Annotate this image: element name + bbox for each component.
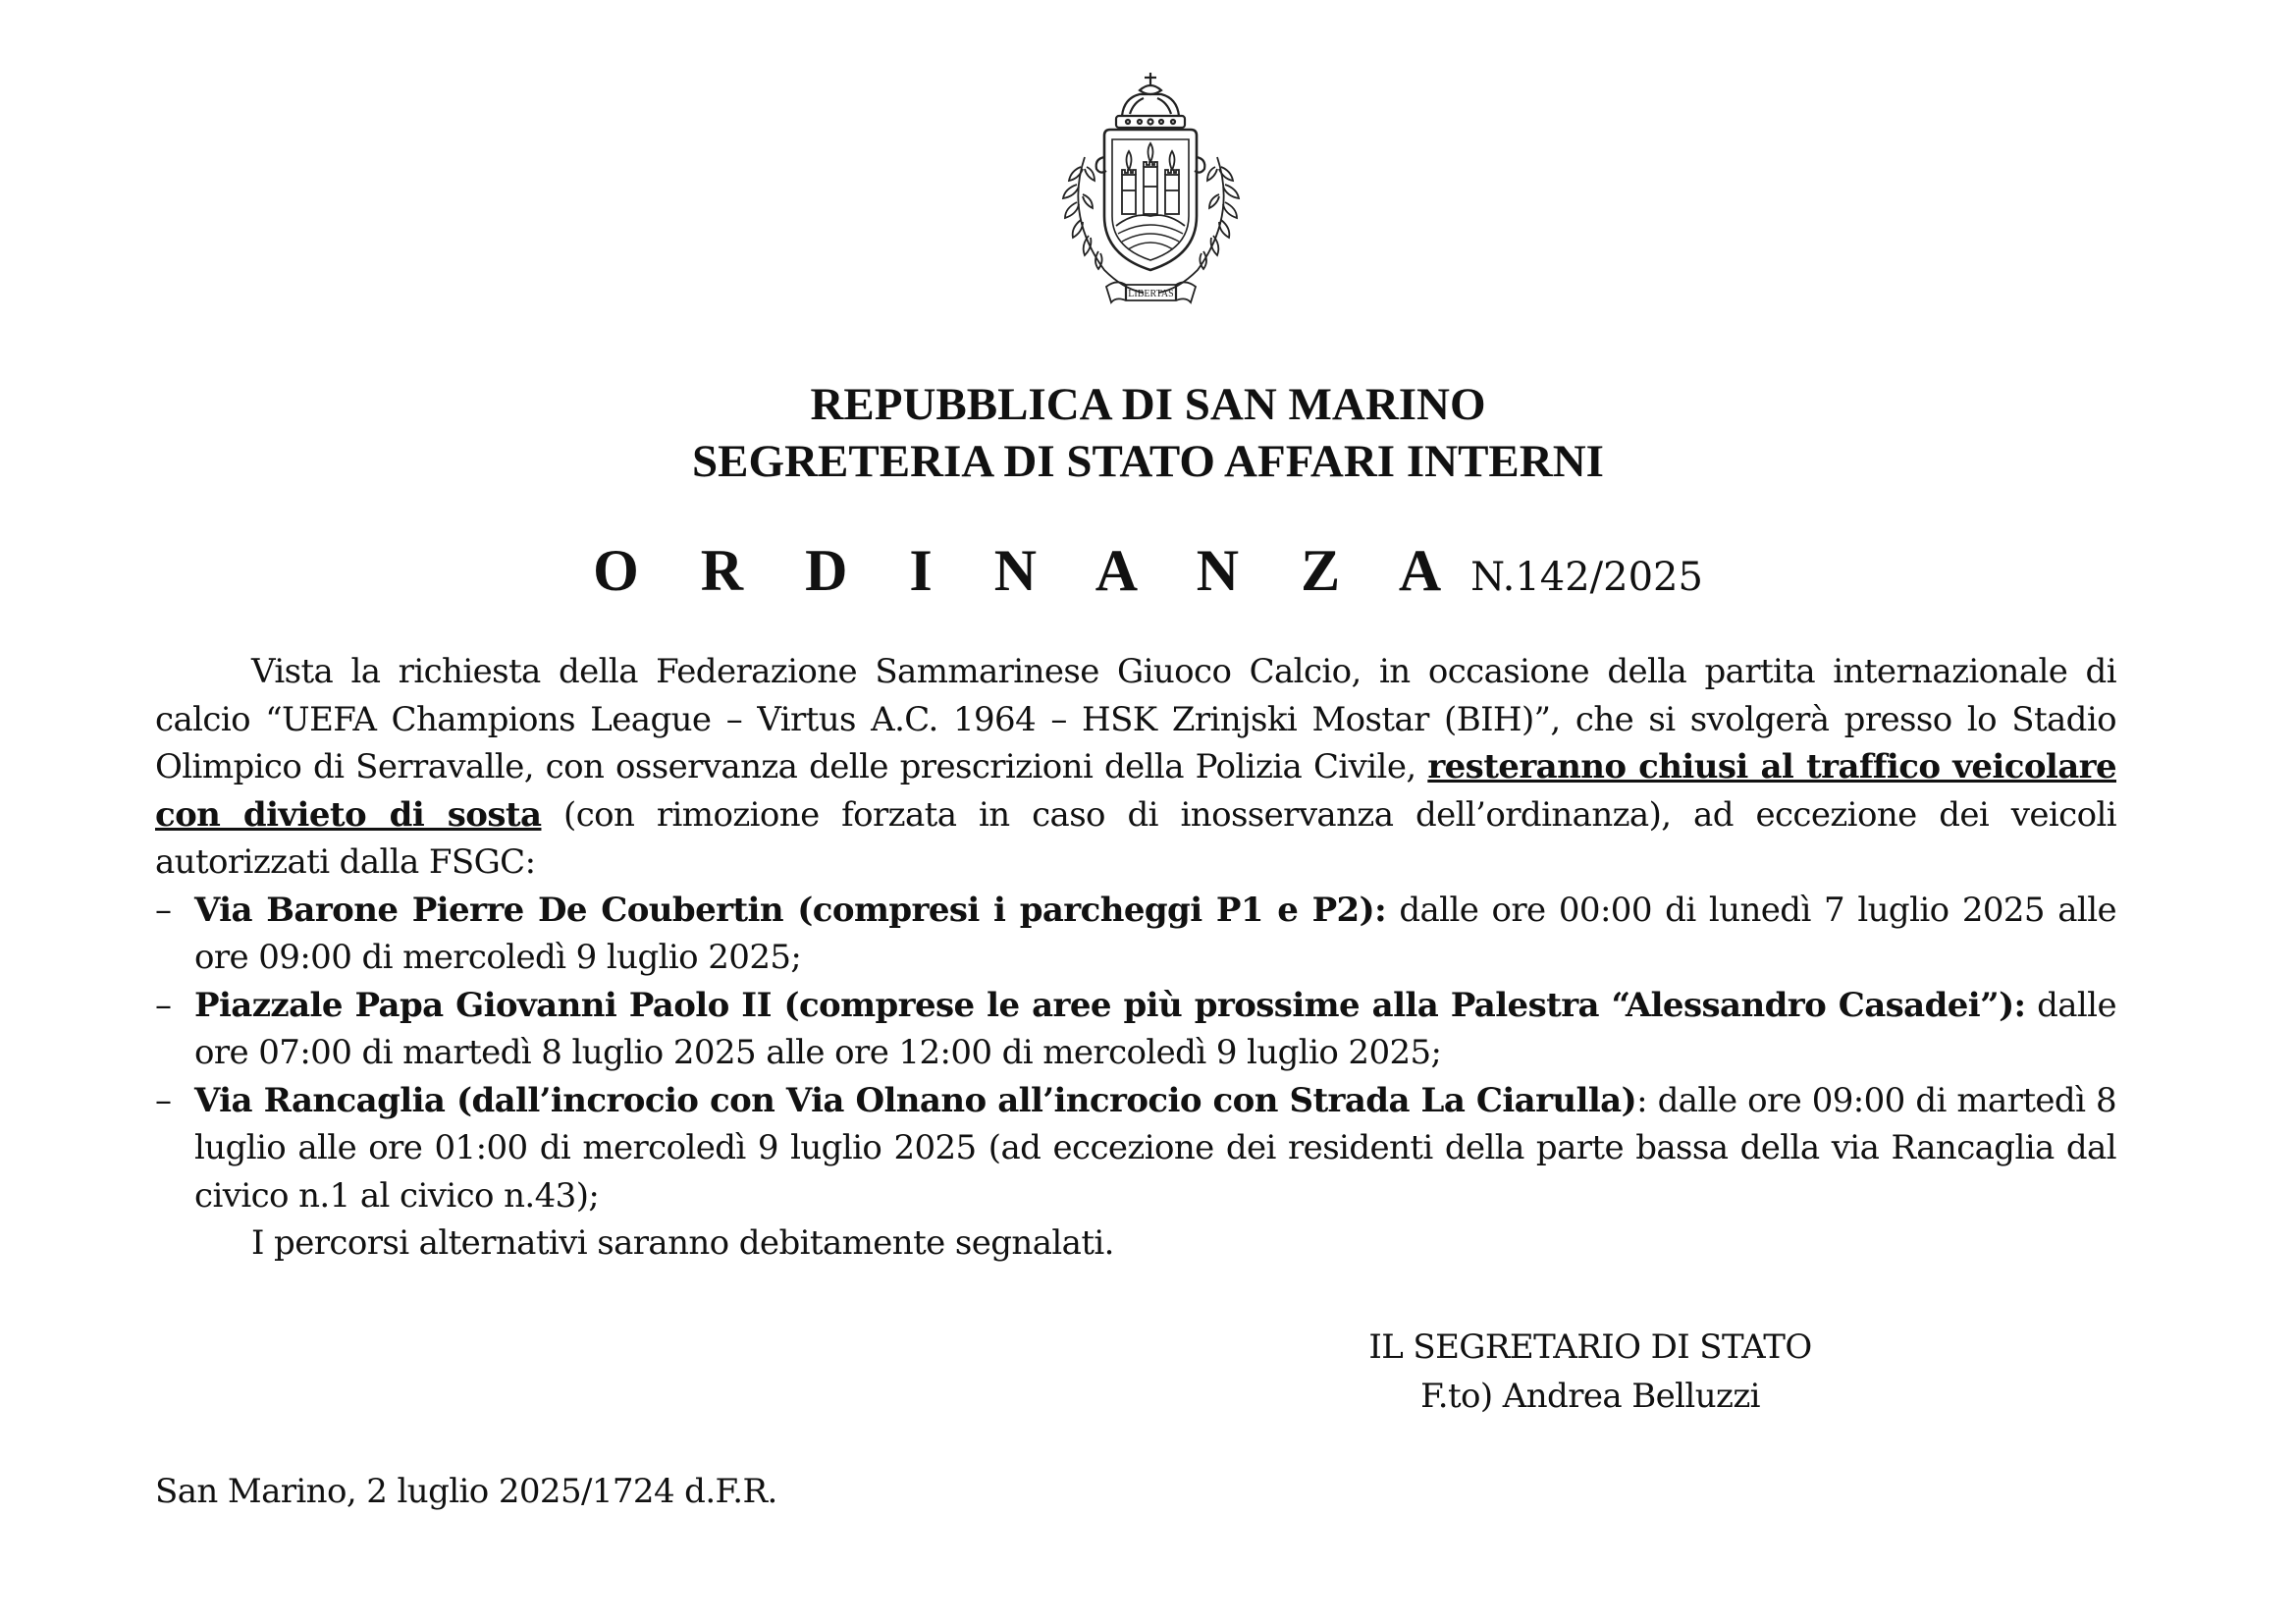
intro-text-after: (con rimozione forzata in caso di inosservanza dell’ordinanza), ad eccezione dei veicoli autorizzati dalla FSGC:: [155, 794, 2117, 882]
closure-emphasis: resteranno chiusi al traffico veicolare con divieto di sosta: [155, 747, 2116, 835]
ordinance-word: O R D I N A N Z A: [593, 538, 1466, 603]
list-dash: –: [155, 890, 172, 930]
coat-of-arms-emblem: [1045, 69, 1256, 319]
closure-location: Via Barone Pierre De Coubertin (compresi i parcheggi P1 e P2):: [194, 890, 1387, 930]
document-title: [0, 536, 2296, 621]
closure-detail: : dalle ore 09:00 di martedì 8 luglio alle ore 01:00 di mercoledì 9 luglio 2025 (ad eccezione dei residenti della parte bassa della via Rancaglia dal civico n.1 al civico n.43);: [194, 1080, 2116, 1216]
closure-list: [155, 887, 2116, 1220]
signatory-title: IL SEGRETARIO DI STATO: [1368, 1327, 1812, 1367]
motto-text: LIBERTAS: [1128, 289, 1174, 299]
closure-detail: dalle ore 07:00 di martedì 8 luglio 2025 alle ore 12:00 di mercoledì 9 luglio 2025;: [194, 985, 2116, 1072]
list-item: [155, 1077, 2116, 1220]
closing-note: I percorsi alternativi saranno debitamente segnalati.: [251, 1223, 1114, 1263]
document-body: [155, 648, 2116, 1268]
list-dash: –: [155, 985, 172, 1025]
list-dash: –: [155, 1080, 172, 1120]
closure-location: Via Rancaglia (dall’incrocio con Via Olnano all’incrocio con Strada La Ciarulla): [194, 1080, 1637, 1120]
signatory-name: F.to) Andrea Belluzzi: [1420, 1377, 1760, 1416]
intro-text-before: Vista la richiesta della Federazione Sammarinese Giuoco Calcio, in occasione della partita internazionale di calcio “UEFA Champions League – Virtus A.C. 1964 – HSK Zrinjski Mostar (BIH)”, che si svolgerà presso lo Stadio Olimpico di Serravalle, con osservanza delle prescrizioni della Polizia Civile,: [155, 652, 2116, 786]
list-item: [155, 887, 2116, 982]
closure-detail: dalle ore 00:00 di lunedì 7 luglio 2025 alle ore 09:00 di mercoledì 9 luglio 2025;: [194, 890, 2116, 977]
ordinance-number: N.142/2025: [1470, 555, 1703, 600]
secretariat-heading: SEGRETERIA DI STATO AFFARI INTERNI: [692, 436, 1604, 487]
closure-location: Piazzale Papa Giovanni Paolo II (comprese le aree più prossime alla Palestra “Alessandro Casadei”):: [194, 985, 2026, 1025]
list-item: [155, 982, 2116, 1077]
three-towers-icon: [1122, 143, 1179, 214]
place-and-date: San Marino, 2 luglio 2025/1724 d.F.R.: [155, 1472, 777, 1511]
oak-branch-icon: [1158, 157, 1239, 293]
republic-heading: REPUBBLICA DI SAN MARINO: [810, 379, 1486, 430]
crown-icon: [1116, 73, 1185, 128]
intro-paragraph: [155, 648, 2116, 887]
